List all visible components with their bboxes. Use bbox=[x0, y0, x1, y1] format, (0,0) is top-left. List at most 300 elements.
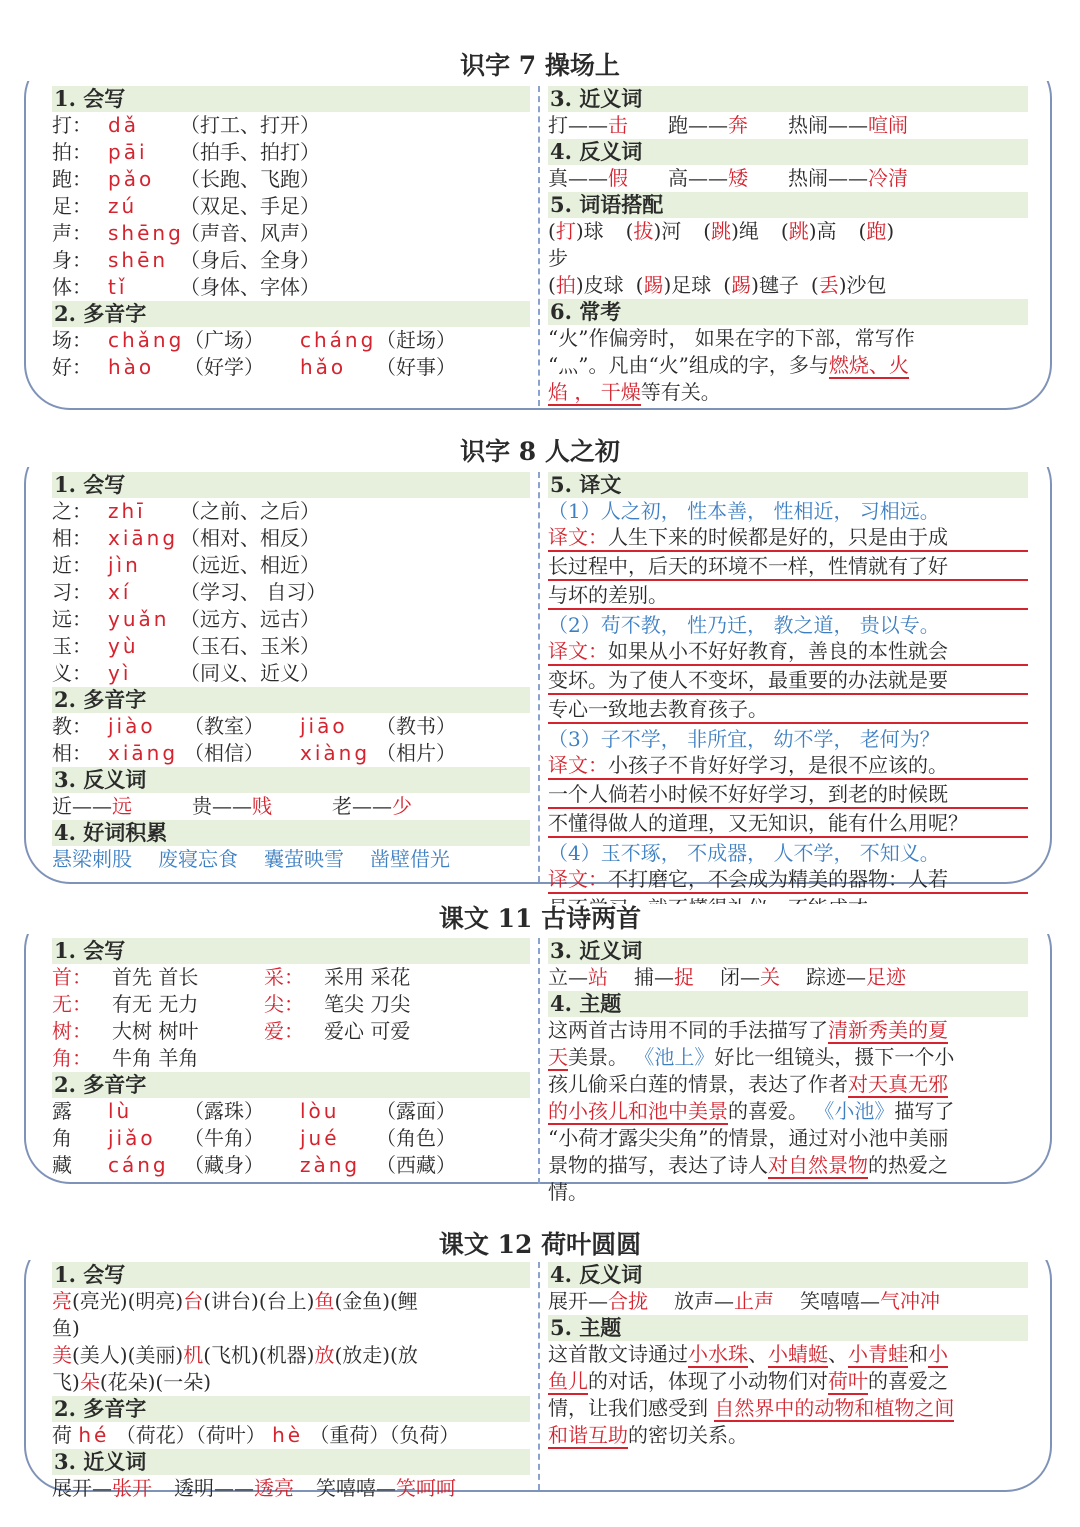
pinyin: lòu bbox=[300, 1099, 340, 1123]
word-example: （角色） bbox=[376, 1126, 456, 1150]
answer-word: 足迹 bbox=[866, 965, 906, 989]
section-heading: 4. 反义词 bbox=[548, 1262, 1028, 1288]
column-divider bbox=[538, 1262, 540, 1490]
collocation bbox=[703, 218, 759, 245]
word-examples: (亮光)(明亮) bbox=[72, 1289, 184, 1313]
word-examples: （远方、远古） bbox=[180, 607, 320, 631]
answer-word: 站 bbox=[588, 965, 608, 989]
translation-line: 与坏的差别。 bbox=[548, 583, 1028, 610]
theme-line: 情。 bbox=[548, 1180, 588, 1204]
write-row bbox=[52, 112, 530, 139]
word: )毽子 bbox=[751, 273, 799, 297]
translation-label: 译文： bbox=[548, 753, 608, 777]
section-heading: 2. 多音字 bbox=[52, 1072, 530, 1098]
word-examples: （身体、字体） bbox=[180, 275, 320, 299]
word-examples: 爱心 可爱 bbox=[324, 1019, 411, 1043]
word-examples: 首先 首长 bbox=[112, 965, 199, 989]
paren: ( bbox=[723, 273, 732, 297]
word-examples: （同义、近义） bbox=[180, 661, 320, 685]
write-row bbox=[52, 1045, 530, 1072]
polyphone-row bbox=[52, 1098, 530, 1125]
answer-word: 远 bbox=[112, 794, 132, 818]
section-heading: 5. 主题 bbox=[548, 1315, 1028, 1341]
polyphone-row bbox=[52, 1152, 530, 1179]
pinyin: chǎng bbox=[108, 328, 185, 352]
answer-word: 捉 bbox=[674, 965, 694, 989]
character: 近： bbox=[52, 553, 92, 577]
word-examples: (金鱼)(鲤 bbox=[334, 1289, 418, 1313]
paren: ( bbox=[635, 273, 644, 297]
translation-line: 不懂得做人的道理，又无知识，能有什么用呢？ bbox=[548, 811, 1028, 838]
character: 习： bbox=[52, 580, 92, 604]
word-examples: (飞机)(机器) bbox=[203, 1343, 315, 1367]
translation-line: 专心一致地去教育孩子。 bbox=[548, 697, 1028, 724]
write-row bbox=[52, 579, 530, 606]
word-example: （赶场） bbox=[376, 328, 456, 352]
word-pair bbox=[800, 1288, 940, 1315]
column-divider bbox=[538, 938, 540, 1184]
character: 台 bbox=[183, 1289, 204, 1313]
word-examples: 有无 无力 bbox=[112, 992, 199, 1016]
answer-word: 踢 bbox=[643, 273, 664, 297]
character: 角： bbox=[52, 1046, 92, 1070]
word-pair bbox=[548, 165, 628, 192]
card-title: 识字 8 人之初 bbox=[0, 437, 1080, 467]
word: )足球 bbox=[663, 273, 712, 297]
write-row bbox=[52, 1018, 530, 1045]
right-column bbox=[548, 472, 1028, 925]
translation-line: 长过程中，后天的环境不一样，性情就有了好 bbox=[548, 554, 1028, 581]
pinyin: pāi bbox=[108, 140, 148, 164]
answer-word: 奔 bbox=[728, 113, 748, 137]
word-pair bbox=[548, 1288, 648, 1315]
pinyin: pǎo bbox=[108, 167, 155, 191]
theme-line: 天美景。 《池上》好比一组镜头，摄下一个小 bbox=[548, 1045, 955, 1069]
word-pair bbox=[316, 1475, 456, 1502]
character: 远： bbox=[52, 607, 92, 631]
word-pair bbox=[634, 964, 694, 991]
answer-word: 笑呵呵 bbox=[396, 1476, 456, 1500]
write-row bbox=[52, 139, 530, 166]
word: 放声— bbox=[674, 1289, 734, 1313]
character: 鱼 bbox=[314, 1289, 335, 1313]
character: 尖： bbox=[264, 992, 304, 1016]
word-examples: （身后、全身） bbox=[180, 248, 320, 272]
write-row bbox=[52, 274, 530, 301]
pinyin: xiàng bbox=[300, 741, 371, 765]
tip-line: “火”作偏旁时， 如果在字的下部，常写作 bbox=[548, 326, 915, 350]
section-heading: 4. 好词积累 bbox=[52, 820, 530, 846]
character: 亮 bbox=[52, 1289, 72, 1313]
translation-line bbox=[548, 639, 1028, 666]
word: 打—— bbox=[548, 113, 608, 137]
write-row bbox=[52, 606, 530, 633]
word-example: （藏身） bbox=[184, 1153, 264, 1177]
pinyin: shēng bbox=[108, 221, 184, 245]
translation-line bbox=[548, 867, 1028, 894]
answer-word: 打 bbox=[555, 219, 576, 243]
answer-word: 关 bbox=[760, 965, 780, 989]
answer-word: 张开 bbox=[112, 1476, 152, 1500]
character: 机 bbox=[183, 1343, 204, 1367]
word-examples: (花朵)(一朵) bbox=[99, 1370, 212, 1394]
word-examples: （玉石、玉米） bbox=[180, 634, 320, 658]
write-row bbox=[52, 220, 530, 247]
character: 树： bbox=[52, 1019, 92, 1043]
answer-word: 跑 bbox=[866, 219, 887, 243]
word-pair bbox=[806, 964, 906, 991]
answer-word: 丢 bbox=[818, 273, 839, 297]
pinyin: xiāng bbox=[108, 741, 179, 765]
word-pair bbox=[668, 165, 748, 192]
word: 跑—— bbox=[668, 113, 728, 137]
word-examples: 飞) bbox=[52, 1370, 80, 1394]
verse-line: （2）苟不教， 性乃迁， 教之道， 贵以专。 bbox=[548, 613, 940, 637]
idiom: 凿壁借光 bbox=[370, 847, 450, 871]
left-column bbox=[52, 472, 530, 873]
answer-word: 少 bbox=[392, 794, 412, 818]
write-row bbox=[52, 166, 530, 193]
pinyin: jìn bbox=[108, 553, 141, 577]
word: 热闹—— bbox=[788, 113, 868, 137]
character: 义： bbox=[52, 661, 92, 685]
word-pair bbox=[668, 112, 748, 139]
pinyin: hǎo bbox=[300, 355, 347, 379]
answer-word: 假 bbox=[608, 166, 628, 190]
character: 相： bbox=[52, 741, 92, 765]
word-examples: (讲台)(台上) bbox=[203, 1289, 315, 1313]
character: 足： bbox=[52, 194, 92, 218]
word: 捕— bbox=[634, 965, 674, 989]
character: 角 bbox=[52, 1126, 72, 1150]
paren: ( bbox=[810, 273, 819, 297]
section-heading: 2. 多音字 bbox=[52, 1396, 530, 1422]
paren: ( bbox=[625, 219, 634, 243]
collocation bbox=[626, 218, 682, 245]
section-heading: 5. 词语搭配 bbox=[548, 192, 1028, 218]
pinyin: yì bbox=[108, 661, 132, 685]
section-heading: 3. 反义词 bbox=[52, 767, 530, 793]
character: 跑： bbox=[52, 167, 92, 191]
word: 老—— bbox=[332, 794, 392, 818]
write-row bbox=[52, 498, 530, 525]
write-line: 鱼) bbox=[52, 1316, 80, 1340]
word: )高 bbox=[808, 219, 837, 243]
character: 拍： bbox=[52, 140, 92, 164]
word-example: （好事） bbox=[376, 355, 456, 379]
word: 立— bbox=[548, 965, 588, 989]
word-pair bbox=[174, 1475, 294, 1502]
pinyin: xí bbox=[108, 580, 132, 604]
word-pair bbox=[720, 964, 780, 991]
character: 朵 bbox=[79, 1370, 100, 1394]
character: 好： bbox=[52, 355, 92, 379]
collocation bbox=[548, 272, 624, 299]
polyphone-row bbox=[52, 713, 530, 740]
translation-label: 译文： bbox=[548, 867, 608, 891]
answer-word: 拔 bbox=[633, 219, 654, 243]
section-heading: 5. 译文 bbox=[548, 472, 1028, 498]
polyphone-line: 荷 hé （荷花）（荷叶） hè （重荷）（负荷） bbox=[52, 1423, 460, 1447]
word-pair bbox=[788, 165, 908, 192]
word: )皮球 bbox=[575, 273, 624, 297]
write-row bbox=[52, 991, 530, 1018]
collocation bbox=[723, 272, 799, 299]
word: )球 bbox=[575, 219, 604, 243]
translation-text: 人生下来的时候都是好的，只是由于成 bbox=[608, 525, 948, 549]
word-example: （西藏） bbox=[376, 1153, 456, 1177]
word-examples: （双足、手足） bbox=[180, 194, 320, 218]
collocation-wrap: 步 bbox=[548, 246, 568, 270]
word: 笑嘻嘻— bbox=[316, 1476, 396, 1500]
pinyin: shēn bbox=[108, 248, 169, 272]
answer-word: 击 bbox=[608, 113, 628, 137]
word: 踪迹— bbox=[806, 965, 866, 989]
word-examples: (美人)(美丽) bbox=[72, 1343, 184, 1367]
section-heading: 1. 会写 bbox=[52, 1262, 530, 1288]
answer-word: 止声 bbox=[734, 1289, 774, 1313]
character: 打： bbox=[52, 113, 92, 137]
word-example: （相片） bbox=[376, 741, 456, 765]
answer-word: 拍 bbox=[555, 273, 576, 297]
theme-line: “小荷才露尖尖角”的情景，通过对小池中美丽 bbox=[548, 1126, 949, 1150]
character: 首： bbox=[52, 965, 92, 989]
answer-word: 踢 bbox=[731, 273, 752, 297]
answer-word: 跳 bbox=[711, 219, 732, 243]
translation-line bbox=[548, 525, 1028, 552]
character: 玉： bbox=[52, 634, 92, 658]
word: )沙包 bbox=[838, 273, 887, 297]
pinyin: xiāng bbox=[108, 526, 179, 550]
word-examples: (放走)(放 bbox=[334, 1343, 418, 1367]
paren: ( bbox=[548, 219, 556, 243]
verse-line: （4）玉不琢， 不成器， 人不学， 不知义。 bbox=[548, 841, 940, 865]
word-examples: （拍手、拍打） bbox=[180, 140, 320, 164]
word: 笑嘻嘻— bbox=[800, 1289, 880, 1313]
paren: ( bbox=[780, 219, 789, 243]
word-example: （好学） bbox=[184, 355, 264, 379]
idiom: 悬梁刺股 bbox=[52, 847, 132, 871]
right-column bbox=[548, 938, 1028, 1206]
character: 体： bbox=[52, 275, 92, 299]
section-heading: 3. 近义词 bbox=[52, 1449, 530, 1475]
word: 透明—— bbox=[174, 1476, 254, 1500]
character: 爱： bbox=[264, 1019, 304, 1043]
write-row bbox=[52, 964, 530, 991]
translation-line: 一个人倘若小时候不好好学习，到老的时候既 bbox=[548, 782, 1028, 809]
pinyin: jiāo bbox=[300, 714, 348, 738]
section-heading: 1. 会写 bbox=[52, 86, 530, 112]
word-example: （广场） bbox=[184, 328, 264, 352]
section-heading: 1. 会写 bbox=[52, 472, 530, 498]
pinyin: zàng bbox=[300, 1153, 361, 1177]
pinyin: yuǎn bbox=[108, 607, 170, 631]
word-pair bbox=[52, 793, 132, 820]
word-example: （相信） bbox=[184, 741, 264, 765]
pinyin: zhī bbox=[108, 499, 146, 523]
word-examples: （长跑、飞跑） bbox=[180, 167, 320, 191]
card-title: 课文 12 荷叶圆圆 bbox=[0, 1230, 1080, 1260]
left-column bbox=[52, 938, 530, 1179]
pinyin: cáng bbox=[108, 1153, 169, 1177]
character: 放 bbox=[314, 1343, 335, 1367]
pinyin: yù bbox=[108, 634, 139, 658]
answer-word: 矮 bbox=[728, 166, 748, 190]
word-example: （牛角） bbox=[184, 1126, 264, 1150]
paren: ( bbox=[858, 219, 867, 243]
section-heading: 4. 主题 bbox=[548, 991, 1028, 1017]
section-heading: 3. 近义词 bbox=[548, 86, 1028, 112]
word-examples: （声音、风声） bbox=[180, 221, 320, 245]
character: 采： bbox=[264, 965, 304, 989]
answer-word: 气冲冲 bbox=[880, 1289, 940, 1313]
theme-line: 鱼儿的对话，体现了小动物们对荷叶的喜爱之 bbox=[548, 1369, 948, 1393]
answer-word: 合拢 bbox=[608, 1289, 648, 1313]
translation-text: 小孩子不肯好好学习，是很不应该的。 bbox=[608, 753, 948, 777]
word-examples: （相对、相反） bbox=[180, 526, 320, 550]
column-divider bbox=[538, 472, 540, 882]
word: 展开— bbox=[52, 1476, 112, 1500]
write-row bbox=[52, 247, 530, 274]
character: 场： bbox=[52, 328, 92, 352]
right-column bbox=[548, 1262, 1028, 1449]
word-pair bbox=[548, 964, 608, 991]
write-row bbox=[52, 193, 530, 220]
character: 藏 bbox=[52, 1153, 72, 1177]
word-examples: （之前、之后） bbox=[180, 499, 320, 523]
character: 声： bbox=[52, 221, 92, 245]
collocation bbox=[781, 218, 837, 245]
pinyin: lù bbox=[108, 1099, 133, 1123]
pinyin: tǐ bbox=[108, 275, 128, 299]
write-row bbox=[52, 525, 530, 552]
word-examples: （远近、相近） bbox=[180, 553, 320, 577]
word-pair bbox=[192, 793, 272, 820]
column-divider bbox=[538, 86, 540, 406]
tip-line: “灬”。凡由“火”组成的字，多与燃烧、火 bbox=[548, 353, 909, 377]
theme-line: 孩儿偷采白莲的情景，表达了作者对天真无邪 bbox=[548, 1072, 948, 1096]
paren: ( bbox=[548, 273, 556, 297]
write-row bbox=[52, 552, 530, 579]
answer-word: 贱 bbox=[252, 794, 272, 818]
answer-word: 喧闹 bbox=[868, 113, 908, 137]
collocation bbox=[811, 272, 887, 299]
left-column bbox=[52, 86, 530, 381]
idiom: 废寝忘食 bbox=[158, 847, 238, 871]
theme-line: 这两首古诗用不同的手法描写了清新秀美的夏 bbox=[548, 1018, 948, 1042]
word-pair bbox=[674, 1288, 774, 1315]
theme-line: 景物的描写，表达了诗人对自然景物的热爱之 bbox=[548, 1153, 948, 1177]
theme-line: 这首散文诗通过小水珠、小蜻蜓、小青蛙和小 bbox=[548, 1342, 948, 1366]
paren: ( bbox=[703, 219, 712, 243]
word-examples: （打工、打开） bbox=[180, 113, 320, 137]
answer-word: 冷清 bbox=[868, 166, 908, 190]
verse-line: （3）子不学， 非所宜， 幼不学， 老何为？ bbox=[548, 727, 940, 751]
answer-word: 透亮 bbox=[254, 1476, 294, 1500]
pinyin: jiǎo bbox=[108, 1126, 156, 1150]
left-column bbox=[52, 1262, 530, 1502]
write-row bbox=[52, 633, 530, 660]
word: 闭— bbox=[720, 965, 760, 989]
word-examples: 笔尖 刀尖 bbox=[324, 992, 411, 1016]
translation-text: 如果从小不好好教育，善良的本性就会 bbox=[608, 639, 948, 663]
word-examples: 大树 树叶 bbox=[112, 1019, 199, 1043]
character: 教： bbox=[52, 714, 92, 738]
section-heading: 2. 多音字 bbox=[52, 687, 530, 713]
card-title: 识字 7 操场上 bbox=[0, 51, 1080, 81]
translation-line: 变坏。为了使人不变坏，最重要的办法就是要 bbox=[548, 668, 1028, 695]
section-heading: 4. 反义词 bbox=[548, 139, 1028, 165]
polyphone-row bbox=[52, 354, 530, 381]
word-examples: 采用 采花 bbox=[324, 965, 411, 989]
pinyin: jué bbox=[300, 1126, 340, 1150]
translation-line bbox=[548, 753, 1028, 780]
word: 真—— bbox=[548, 166, 608, 190]
word-examples: （学习、 自习） bbox=[180, 580, 327, 604]
word-pair bbox=[332, 793, 412, 820]
word-pair bbox=[788, 112, 908, 139]
translation-label: 译文： bbox=[548, 525, 608, 549]
section-heading: 6. 常考 bbox=[548, 299, 1028, 325]
character: 无： bbox=[52, 992, 92, 1016]
word-example: （教书） bbox=[376, 714, 456, 738]
translation-text: 不打磨它，不会成为精美的器物：人若 bbox=[608, 867, 948, 891]
pinyin: dǎ bbox=[108, 113, 139, 137]
write-row bbox=[52, 660, 530, 687]
right-column bbox=[548, 86, 1028, 406]
pinyin: hào bbox=[108, 355, 155, 379]
word: ) bbox=[886, 219, 895, 243]
theme-line: 情，让我们感受到 自然界中的动物和植物之间 bbox=[548, 1396, 955, 1420]
word: )绳 bbox=[731, 219, 759, 243]
answer-word: 跳 bbox=[788, 219, 809, 243]
word-example: （教室） bbox=[184, 714, 264, 738]
character: 之： bbox=[52, 499, 92, 523]
section-heading: 3. 近义词 bbox=[548, 938, 1028, 964]
character: 美 bbox=[52, 1343, 72, 1367]
translation-label: 译文： bbox=[548, 639, 608, 663]
character: 身： bbox=[52, 248, 92, 272]
word: 展开— bbox=[548, 1289, 608, 1313]
word-pair bbox=[52, 1475, 152, 1502]
word: 贵—— bbox=[192, 794, 252, 818]
word-example: （露珠） bbox=[184, 1099, 264, 1123]
word: 近—— bbox=[52, 794, 112, 818]
character: 相： bbox=[52, 526, 92, 550]
theme-line: 和谐互助的密切关系。 bbox=[548, 1423, 748, 1447]
section-heading: 1. 会写 bbox=[52, 938, 530, 964]
verse-line: （1）人之初， 性本善， 性相近， 习相远。 bbox=[548, 499, 940, 523]
polyphone-row bbox=[52, 740, 530, 767]
idiom: 囊萤映雪 bbox=[264, 847, 344, 871]
collocation bbox=[859, 218, 895, 245]
tip-line: 焰 ， 干燥等有关。 bbox=[548, 380, 721, 404]
word: 热闹—— bbox=[788, 166, 868, 190]
section-heading: 2. 多音字 bbox=[52, 301, 530, 327]
word: 高—— bbox=[668, 166, 728, 190]
character: 露 bbox=[52, 1099, 72, 1123]
word-pair bbox=[548, 112, 628, 139]
polyphone-row bbox=[52, 327, 530, 354]
word-example: （露面） bbox=[376, 1099, 456, 1123]
card-title: 课文 11 古诗两首 bbox=[0, 904, 1080, 934]
theme-line: 的小孩儿和池中美景的喜爱。 《小池》描写了 bbox=[548, 1099, 955, 1123]
collocation bbox=[636, 272, 712, 299]
polyphone-row bbox=[52, 1125, 530, 1152]
pinyin: cháng bbox=[300, 328, 377, 352]
pinyin: jiào bbox=[108, 714, 156, 738]
collocation bbox=[548, 218, 604, 245]
